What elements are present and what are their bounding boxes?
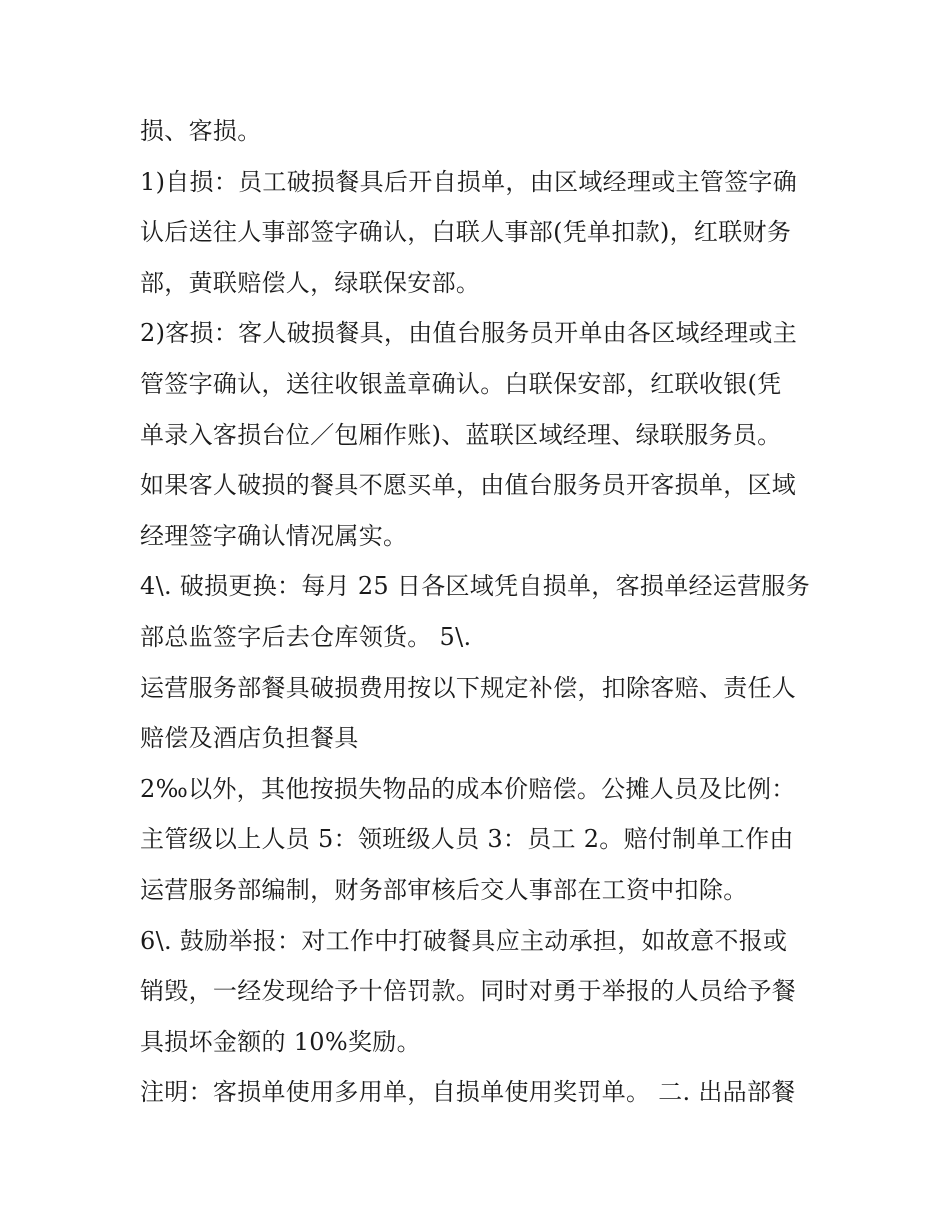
- text-line: 认后送往人事部签字确认，白联人事部(凭单扣款)，红联财务: [140, 218, 792, 247]
- text-line: 2)客损：客人破损餐具，由值台服务员开单由各区域经理或主: [140, 319, 798, 348]
- text-line: 部，黄联赔偿人，绿联保安部。: [140, 268, 481, 297]
- text-line: 销毁，一经发现给予十倍罚款。同时对勇于举报的人员给予餐: [140, 977, 797, 1006]
- text-line: 部总监签字后去仓库领货。 5\.: [140, 622, 472, 651]
- text-line: 具损坏金额的 10%奖励。: [140, 1027, 421, 1056]
- text-line: 6\. 鼓励举报：对工作中打破餐具应主动承担，如故意不报或: [140, 926, 788, 955]
- text-line: 主管级以上人员 5：领班级人员 3：员工 2。赔付制单工作由: [140, 825, 794, 854]
- text-line: 1)自损：员工破损餐具后开自损单，由区域经理或主管签字确: [140, 167, 798, 196]
- text-line: 损、客损。: [140, 117, 262, 145]
- text-line: 注明：客损单使用多用单，自损单使用奖罚单。 二. 出品部餐: [140, 1078, 796, 1107]
- text-line: 4\. 破损更换：每月 25 日各区域凭自损单，客损单经运营服务: [140, 572, 811, 601]
- text-line: 2‰以外，其他按损失物品的成本价赔偿。公摊人员及比例：: [140, 774, 796, 803]
- text-line: 经理签字确认情况属实。: [140, 521, 408, 550]
- text-line: 赔偿及酒店负担餐具: [140, 724, 359, 753]
- text-line: 单录入客损台位／包厢作账)、蓝联区域经理、绿联服务员。: [140, 420, 782, 449]
- document-body: [140, 106, 830, 1118]
- text-line: 管签字确认，送往收银盖章确认。白联保安部，红联收银(凭: [140, 369, 782, 398]
- text-line: 运营服务部餐具破损费用按以下规定补偿，扣除客赔、责任人: [140, 673, 797, 702]
- text-line: 如果客人破损的餐具不愿买单，由值台服务员开客损单，区域: [140, 471, 797, 500]
- text-line: 运营服务部编制，财务部审核后交人事部在工资中扣除。: [140, 875, 748, 904]
